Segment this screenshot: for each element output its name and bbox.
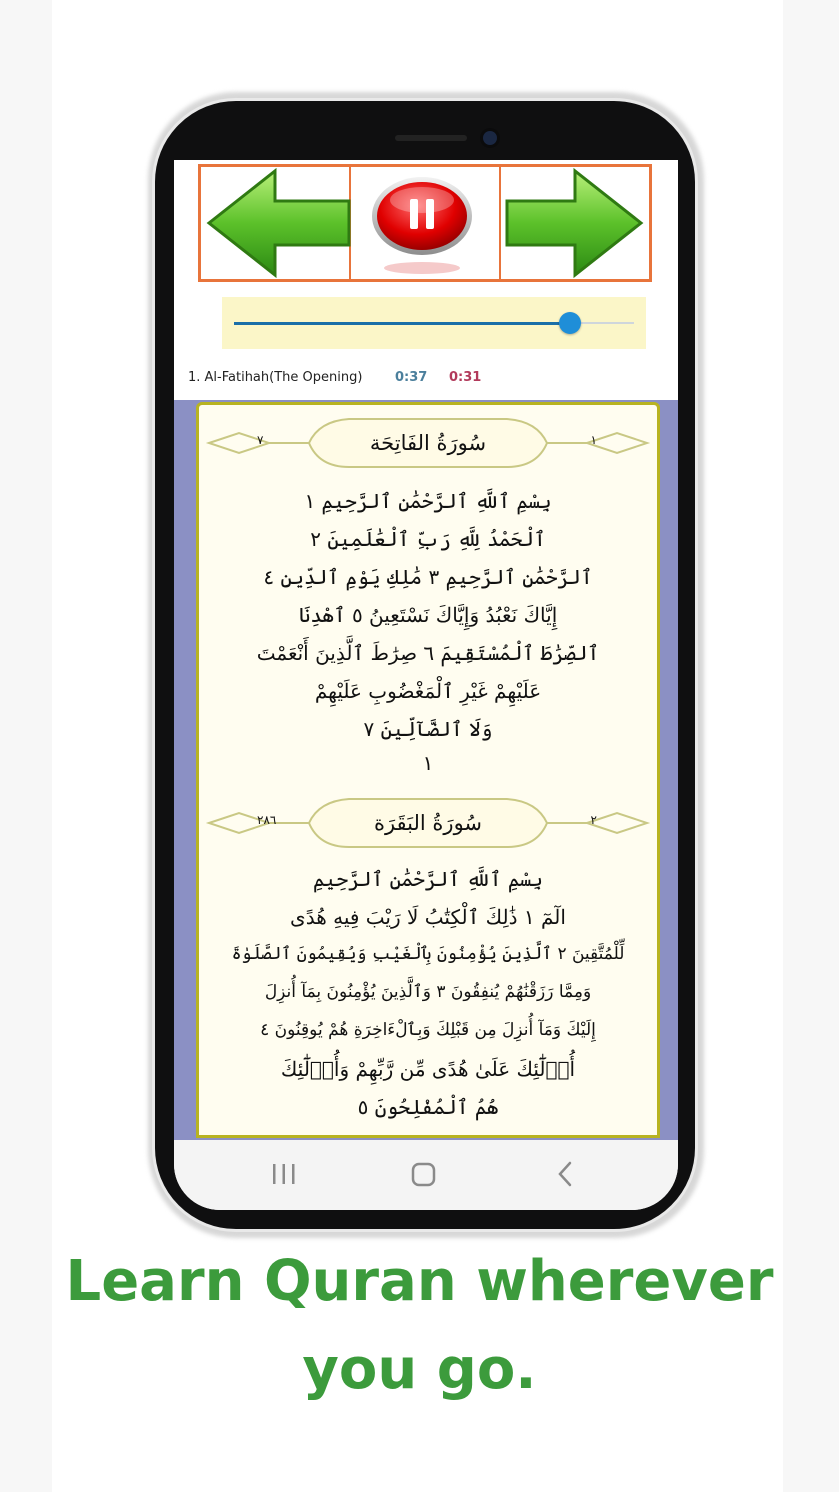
surah-header-fatihah [199, 413, 657, 473]
track-title: 1. Al-Fatihah(The Opening) [188, 370, 363, 385]
camera-icon [483, 131, 497, 145]
pause-button[interactable] [351, 167, 501, 279]
playback-controls [198, 164, 652, 282]
surah-number: ٢ [590, 813, 597, 827]
mushaf-viewer[interactable] [174, 400, 678, 1140]
surah-number: ١ [590, 433, 597, 447]
verse-line: الٓمٓ ١ ذَٰلِكَ ٱلْكِتَٰبُ لَا رَيْبَ فِيهِ هُدًى [290, 905, 566, 929]
home-icon [394, 1140, 454, 1200]
mushaf-page [196, 402, 660, 1138]
verse-line: ٱلصِّرَٰطَ ٱلْمُسْتَقِيمَ ٦ صِرَٰطَ ٱلَّذِينَ أَنْعَمْتَ [256, 641, 600, 665]
recents-icon [254, 1140, 314, 1200]
verse-line: أُو۟لَٰٓئِكَ عَلَىٰ هُدًى مِّن رَّبِّهِمْ وَأُو۟لَٰٓئِكَ [280, 1057, 576, 1081]
previous-button[interactable] [201, 167, 351, 279]
verse-line: ٱلْحَمْدُ لِلَّهِ رَبِّ ٱلْعَٰلَمِينَ ٢ [310, 527, 546, 551]
speaker-grille [395, 135, 467, 141]
verse-line: عَلَيْهِمْ غَيْرِ ٱلْمَغْضُوبِ عَلَيْهِمْ [314, 679, 542, 703]
recents-button[interactable] [254, 1140, 314, 1200]
caption-line-2: you go. [302, 1337, 537, 1402]
pause-icon [351, 167, 494, 279]
verse-line: بِسْمِ ٱللَّهِ ٱلرَّحْمَٰنِ ٱلرَّحِيمِ [312, 867, 543, 891]
system-nav-bar [174, 1140, 678, 1210]
verse-line: ٱلرَّحْمَٰنِ ٱلرَّحِيمِ ٣ مَٰلِكِ يَوْمِ ٱلدِّينِ ٤ [263, 565, 593, 589]
elapsed-time: 0:37 [395, 370, 428, 385]
seek-bar[interactable] [222, 297, 646, 349]
surah-header-baqarah [199, 793, 657, 853]
back-icon [534, 1140, 594, 1200]
next-button[interactable] [501, 167, 649, 279]
seek-thumb[interactable] [559, 312, 581, 334]
surah-title: سُورَةُ البَقَرَة [373, 811, 483, 835]
arrow-left-icon [201, 167, 358, 279]
verse-line: إِيَّاكَ نَعْبُدُ وَإِيَّاكَ نَسْتَعِينُ ٥ ٱهْدِنَا [298, 603, 558, 627]
remaining-time: 0:31 [449, 370, 482, 385]
home-button[interactable] [394, 1140, 454, 1200]
verse-line: لِّلْمُتَّقِينَ ٢ ٱلَّذِينَ يُؤْمِنُونَ بِٱلْغَيْبِ وَيُقِيمُونَ ٱلصَّلَوٰةَ [231, 944, 625, 964]
verse-count: ٢٨٦ [257, 813, 277, 827]
verse-count: ٧ [257, 433, 264, 447]
verse-line: هُمُ ٱلْمُفْلِحُونَ ٥ [357, 1095, 499, 1119]
verse-line: وَمِمَّا رَزَقْنَٰهُمْ يُنفِقُونَ ٣ وَٱلَّذِينَ يُؤْمِنُونَ بِمَآ أُنزِلَ [264, 982, 592, 1002]
app-screen [174, 160, 678, 1210]
surah-title: سُورَةُ الفَاتِحَة [369, 431, 487, 455]
caption-line-1: Learn Quran wherever [65, 1249, 774, 1314]
arrow-right-icon [501, 167, 649, 279]
promo-caption [0, 1238, 839, 1414]
track-info [174, 362, 678, 392]
verse-line: إِلَيْكَ وَمَآ أُنزِلَ مِن قَبْلِكَ وَبِٱلْءَاخِرَةِ هُمْ يُوقِنُونَ ٤ [260, 1020, 596, 1040]
page-number: ١ [422, 751, 434, 775]
verse-line: وَلَا ٱلضَّآلِّينَ ٧ [363, 717, 493, 741]
seek-progress [234, 322, 570, 325]
verse-line: بِسْمِ ٱللَّهِ ٱلرَّحْمَٰنِ ٱلرَّحِيمِ ١ [304, 489, 552, 513]
back-button[interactable] [534, 1140, 594, 1200]
